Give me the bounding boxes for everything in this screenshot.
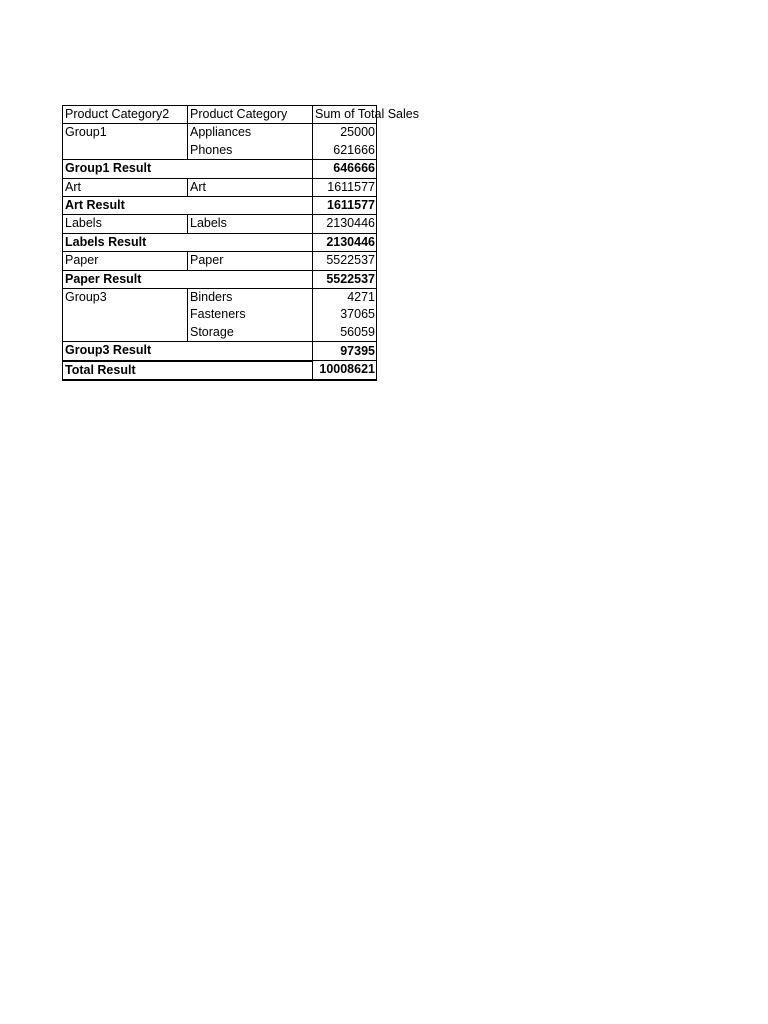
- group-cell[interactable]: Group1: [63, 124, 188, 142]
- group-cell[interactable]: [63, 142, 188, 160]
- value-cell[interactable]: 25000: [313, 124, 377, 142]
- subtotal-label[interactable]: Labels Result: [63, 233, 313, 251]
- header-cell[interactable]: Product Category2: [63, 106, 188, 124]
- table-row: [63, 142, 377, 160]
- category-cell[interactable]: Art: [188, 178, 313, 196]
- group-cell[interactable]: Group3: [63, 289, 188, 307]
- header-cell[interactable]: Product Category: [188, 106, 313, 124]
- group-cell[interactable]: Labels: [63, 215, 188, 233]
- group-cell[interactable]: Art: [63, 178, 188, 196]
- subtotal-label[interactable]: Group3 Result: [63, 342, 313, 361]
- table-row: [63, 124, 377, 142]
- subtotal-row: [63, 270, 377, 288]
- value-cell[interactable]: 56059: [313, 324, 377, 342]
- subtotal-value[interactable]: 2130446: [313, 233, 377, 251]
- subtotal-value[interactable]: 97395: [313, 342, 377, 361]
- subtotal-row: [63, 160, 377, 178]
- subtotal-value[interactable]: 646666: [313, 160, 377, 178]
- category-cell[interactable]: Paper: [188, 252, 313, 270]
- table-row: [63, 289, 377, 307]
- header-cell[interactable]: [313, 106, 419, 124]
- table-row: [63, 252, 377, 270]
- table-row: [63, 306, 377, 323]
- pivot-table: [62, 105, 419, 381]
- table-row: [63, 324, 377, 342]
- value-cell[interactable]: 1611577: [313, 178, 377, 196]
- group-cell[interactable]: Paper: [63, 252, 188, 270]
- category-cell[interactable]: Labels: [188, 215, 313, 233]
- header-row: [63, 106, 377, 124]
- table-row: [63, 178, 377, 196]
- subtotal-label[interactable]: Paper Result: [63, 270, 313, 288]
- value-cell[interactable]: 37065: [313, 306, 377, 323]
- subtotal-value[interactable]: 5522537: [313, 270, 377, 288]
- subtotal-label[interactable]: Art Result: [63, 197, 313, 215]
- subtotal-row: [63, 197, 377, 215]
- category-cell[interactable]: Storage: [188, 324, 313, 342]
- value-cell[interactable]: 5522537: [313, 252, 377, 270]
- total-label[interactable]: Total Result: [63, 361, 313, 380]
- total-row: [63, 361, 377, 380]
- value-cell[interactable]: 2130446: [313, 215, 377, 233]
- group-cell[interactable]: [63, 324, 188, 342]
- total-value[interactable]: 10008621: [313, 361, 377, 380]
- subtotal-row: [63, 233, 377, 251]
- value-cell[interactable]: 4271: [313, 289, 377, 307]
- group-cell[interactable]: [63, 306, 188, 323]
- category-cell[interactable]: Fasteners: [188, 306, 313, 323]
- category-cell[interactable]: Binders: [188, 289, 313, 307]
- subtotal-value[interactable]: 1611577: [313, 197, 377, 215]
- table-row: [63, 215, 377, 233]
- category-cell[interactable]: Phones: [188, 142, 313, 160]
- subtotal-label[interactable]: Group1 Result: [63, 160, 313, 178]
- value-cell[interactable]: 621666: [313, 142, 377, 160]
- category-cell[interactable]: Appliances: [188, 124, 313, 142]
- header-label: Sum of Total Sales: [315, 107, 419, 121]
- subtotal-row: [63, 342, 377, 361]
